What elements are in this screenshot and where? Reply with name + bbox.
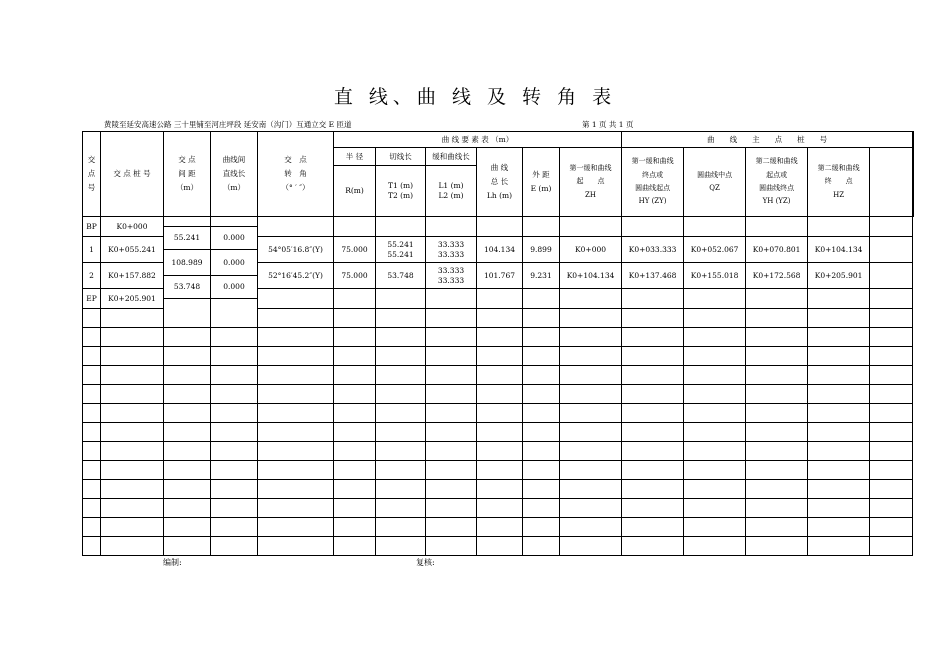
straight-len-3: 0.000 — [211, 276, 258, 299]
row-1-station: K0+055.241 — [101, 237, 164, 263]
row-1-zh: K0+000 — [560, 237, 622, 263]
empty-row — [83, 385, 914, 395]
row-2-station: K0+157.882 — [101, 263, 164, 289]
empty-row — [83, 518, 914, 528]
page-info: 第 1 页 共 1 页 — [582, 120, 634, 129]
straight-len-2: 0.000 — [211, 250, 258, 276]
row-1-id: 1 — [83, 237, 101, 263]
straight-len-1: 0.000 — [211, 227, 258, 250]
header-curve-elements: 曲 线 要 素 表 （m） — [334, 132, 622, 148]
row-2-external: 9.231 — [523, 263, 560, 289]
header-jd-station: 交 点 桩 号 — [101, 132, 164, 217]
header-jd-distance: 交 点 间 距 （m） — [164, 132, 211, 217]
header-turn-angle: 交 点 转 角 （° ′ ″） — [258, 132, 334, 217]
header-remark — [913, 132, 914, 217]
row-1-hz: K0+104.134 — [808, 237, 870, 263]
row-1-angle: 54°05′16.8″(Y) — [258, 237, 334, 263]
row-2-spiral: 33.333 33.333 — [426, 263, 477, 289]
header-hz: 第二缓和曲线 终 点 HZ — [808, 148, 870, 217]
row-1-external: 9.899 — [523, 237, 560, 263]
curve-table — [82, 131, 914, 556]
page-title: 直 线、曲 线 及 转 角 表 — [333, 86, 617, 108]
empty-row — [83, 480, 914, 490]
row-bp-station: K0+000 — [101, 217, 164, 237]
header-total-length: 曲 线 总 长 Lh (m) — [477, 148, 523, 217]
row-1-tangent: 55.241 55.241 — [376, 237, 426, 263]
header-yh: 第二缓和曲线 起点或 圆曲线终点 YH (YZ) — [746, 148, 808, 217]
empty-row — [83, 461, 914, 471]
header-external: 外 距 E (m) — [523, 148, 560, 217]
row-1-hy: K0+033.333 — [622, 237, 684, 263]
row-2-tangent: 53.748 — [376, 263, 426, 289]
header-main-points: 曲 线 主 点 桩 号 — [622, 132, 913, 148]
header-radius: 半 径 R(m) — [334, 148, 376, 217]
row-2-zh: K0+104.134 — [560, 263, 622, 289]
header-jd: 交 点 号 — [83, 132, 101, 217]
row-ep-id: EP — [83, 289, 101, 309]
row-1-total-length: 104.134 — [477, 237, 523, 263]
row-2-total-length: 101.767 — [477, 263, 523, 289]
row-ep-station: K0+205.901 — [101, 289, 164, 309]
empty-row — [83, 366, 914, 376]
reviewed-by-label: 复核: — [416, 558, 435, 567]
header-tangent: 切线长 T1 (m) T2 (m) — [376, 148, 426, 217]
row-1-yh: K0+070.801 — [746, 237, 808, 263]
row-1-qz: K0+052.067 — [684, 237, 746, 263]
header-zh: 第一缓和曲线 起 点 ZH — [560, 148, 622, 217]
row-2-angle: 52°16′45.2″(Y) — [258, 263, 334, 289]
empty-row — [83, 499, 914, 509]
dist-3: 53.748 — [164, 276, 211, 299]
row-1-radius: 75.000 — [334, 237, 376, 263]
row-2-id: 2 — [83, 263, 101, 289]
prepared-by-label: 编制: — [163, 558, 182, 567]
header-spiral: 缓和曲线长 L1 (m) L2 (m) — [426, 148, 477, 217]
row-2-yh: K0+172.568 — [746, 263, 808, 289]
row-2-radius: 75.000 — [334, 263, 376, 289]
header-hy: 第一缓和曲线 终点或 圆曲线起点 HY (ZY) — [622, 148, 684, 217]
row-2-qz: K0+155.018 — [684, 263, 746, 289]
row-2-hz: K0+205.901 — [808, 263, 870, 289]
empty-row — [83, 442, 914, 452]
table-row-bp — [83, 217, 914, 227]
empty-row — [83, 347, 914, 357]
dist-2: 108.989 — [164, 250, 211, 276]
row-2-hy: K0+137.468 — [622, 263, 684, 289]
dist-1: 55.241 — [164, 227, 211, 250]
empty-row — [83, 537, 914, 547]
header-straight-length: 曲线间 直线长 （m） — [211, 132, 258, 217]
empty-row — [83, 423, 914, 433]
header-row-1 — [83, 132, 914, 148]
row-bp-id: BP — [83, 217, 101, 237]
header-qz: 圆曲线中点 QZ — [684, 148, 746, 217]
empty-row — [83, 309, 914, 319]
project-name: 黄陵至延安高速公路 三十里铺至河庄坪段 延安南（沟门）互通立交 E 匝道 — [104, 120, 352, 129]
row-1-spiral: 33.333 33.333 — [426, 237, 477, 263]
empty-row — [83, 404, 914, 414]
empty-row — [83, 328, 914, 338]
